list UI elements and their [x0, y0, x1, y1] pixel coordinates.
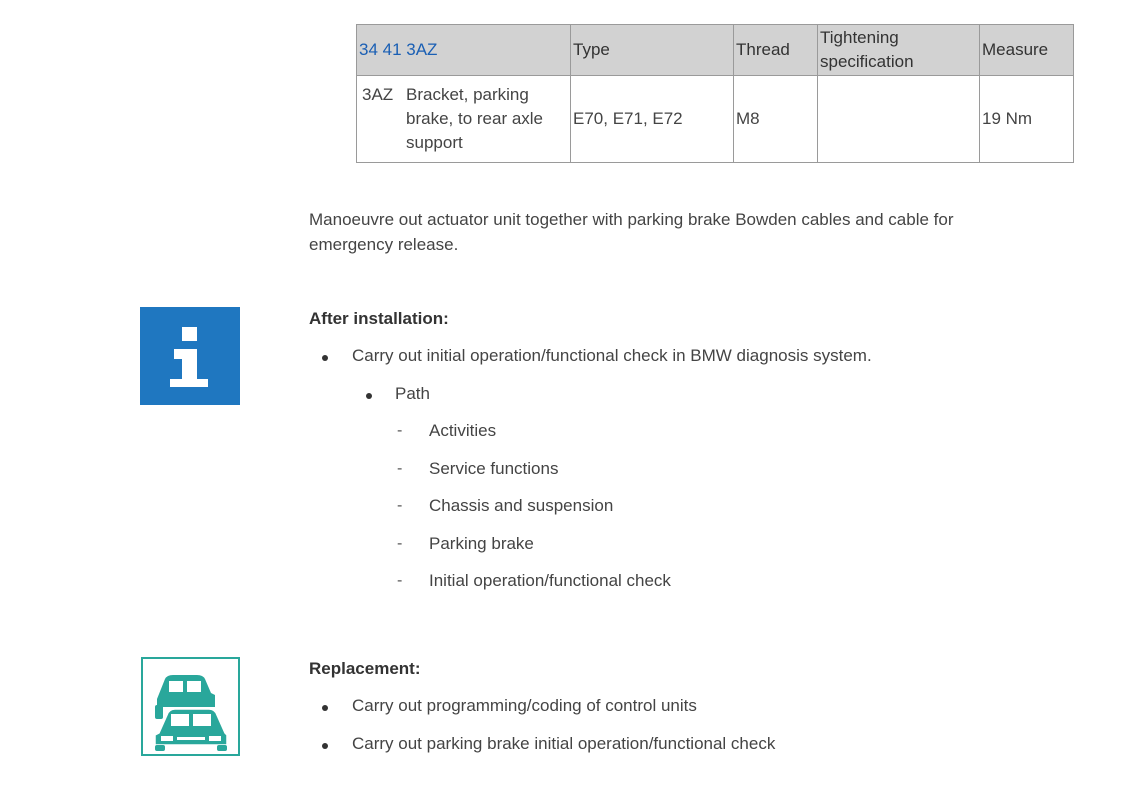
after-install-item: Carry out initial operation/functional check in BMW diagnosis system. [352, 346, 872, 365]
path-step: Service functions [429, 459, 559, 478]
cell-thread: M8 [734, 76, 818, 163]
dash: - [397, 535, 403, 552]
replacement-heading: Replacement: [309, 659, 421, 678]
table-header-row [357, 25, 1074, 76]
cell-measure: 19 Nm [980, 76, 1074, 163]
header-measure: Measure [980, 25, 1074, 76]
tightening-table [356, 24, 1074, 163]
bullet [322, 705, 328, 711]
header-part-code[interactable]: 34 41 3AZ [357, 25, 571, 76]
cell-type: E70, E71, E72 [571, 76, 734, 163]
dash: - [397, 572, 403, 589]
car-replacement-icon [141, 657, 240, 756]
header-tightening: Tightening specification [818, 25, 980, 76]
bullet [322, 743, 328, 749]
header-thread: Thread [734, 25, 818, 76]
info-icon [140, 307, 240, 405]
path-step: Chassis and suspension [429, 496, 614, 515]
dash: - [397, 497, 403, 514]
instruction-paragraph: Manoeuvre out actuator unit together with parking brake Bowden cables and cable for emergency release. [309, 210, 954, 254]
cell-tightening [818, 76, 980, 163]
bullet [322, 355, 328, 361]
replacement-item: Carry out parking brake initial operation/functional check [352, 734, 776, 753]
path-step: Initial operation/functional check [429, 571, 671, 590]
part-code: 3AZ [362, 85, 394, 104]
path-label: Path [395, 384, 430, 403]
part-description: Bracket, parking brake, to rear axle support [406, 85, 544, 152]
path-step: Parking brake [429, 534, 534, 553]
dash: - [397, 460, 403, 477]
cell-part [357, 76, 571, 163]
path-step: Activities [429, 421, 497, 440]
table-row [357, 76, 1074, 163]
dash: - [397, 422, 403, 439]
after-installation-heading: After installation: [309, 309, 449, 328]
bullet [366, 393, 372, 399]
replacement-item: Carry out programming/coding of control units [352, 696, 697, 715]
header-type: Type [571, 25, 734, 76]
